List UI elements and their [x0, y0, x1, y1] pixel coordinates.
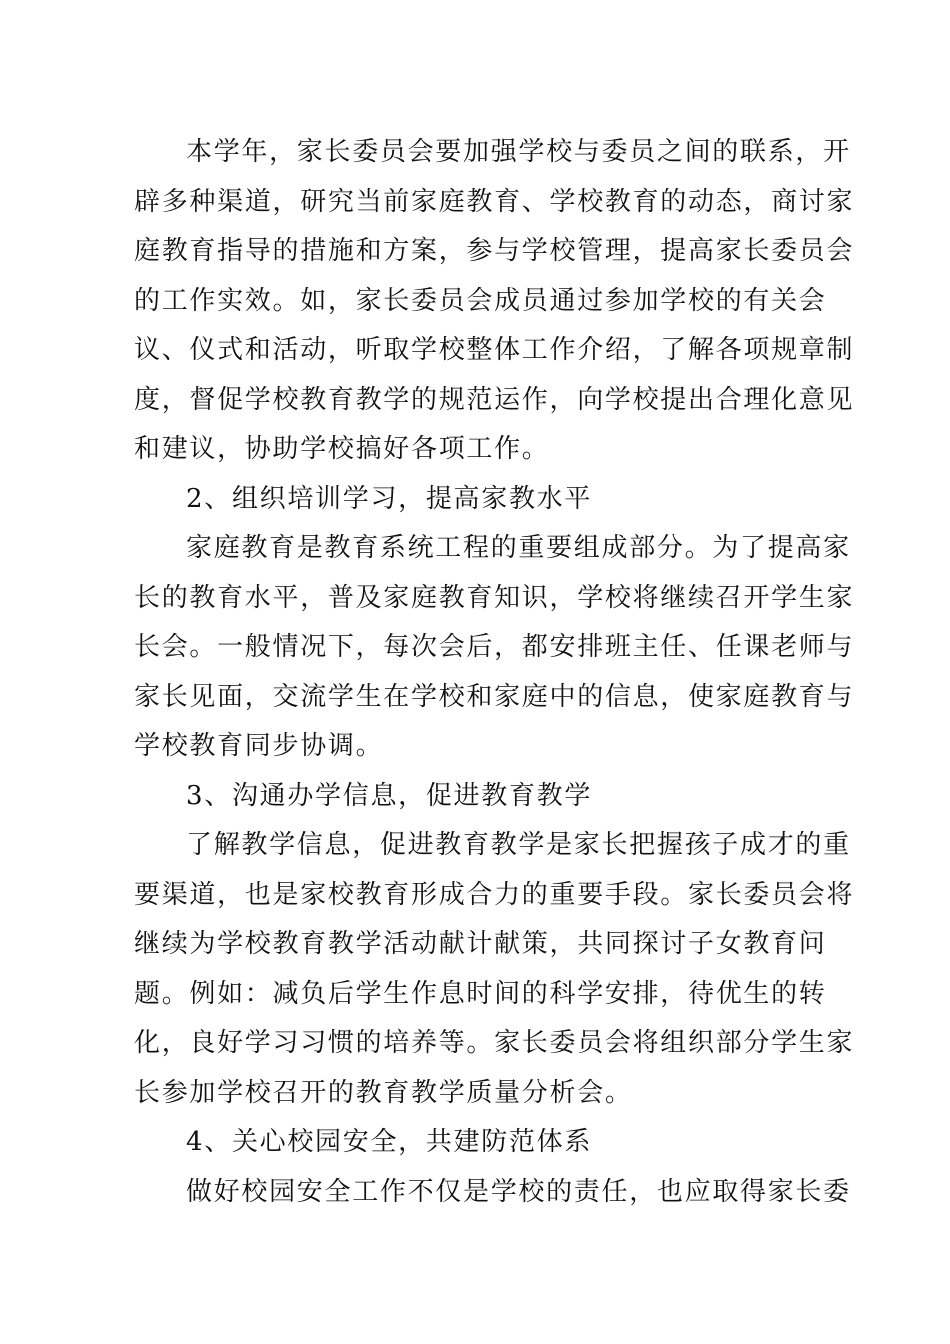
text-line: 辟多种渠道，研究当前家庭教育、学校教育的动态，商讨家: [134, 186, 855, 217]
section-heading: 4、关心校园安全，共建防范体系: [186, 1127, 593, 1157]
text-line: 本学年，家长委员会要加强学校与委员之间的联系，开: [186, 137, 851, 167]
text-line: 化，良好学习习惯的培养等。家长委员会将组织部分学生家: [134, 1028, 855, 1058]
text-line: 长参加学校召开的教育教学质量分析会。: [134, 1077, 633, 1108]
text-line: 和建议，协助学校搞好各项工作。: [134, 434, 550, 464]
document-body: [134, 128, 855, 1217]
text-line: 了解教学信息，促进教育教学是家长把握孩子成才的重: [186, 830, 851, 860]
text-line: 庭教育指导的措施和方案，参与学校管理，提高家长委员会: [134, 236, 855, 266]
section-heading: 3、沟通办学信息，促进教育教学: [186, 780, 593, 811]
text-line: 家庭教育是教育系统工程的重要组成部分。为了提高家: [186, 533, 851, 563]
text-line: 家长见面，交流学生在学校和家庭中的信息，使家庭教育与: [134, 681, 855, 712]
text-line: 长的教育水平，普及家庭教育知识，学校将继续召开学生家: [134, 582, 855, 613]
text-line: 做好校园安全工作不仅是学校的责任，也应取得家长委: [186, 1176, 851, 1207]
text-line: 题。例如：减负后学生作息时间的科学安排，待优生的转: [134, 978, 827, 1009]
text-line: 的工作实效。如，家长委员会成员通过参加学校的有关会: [134, 285, 827, 316]
text-line: 学校教育同步协调。: [134, 731, 384, 761]
text-line: 度，督促学校教育教学的规范运作，向学校提出合理化意见: [134, 384, 855, 415]
text-line: 议、仪式和活动，听取学校整体工作介绍，了解各项规章制: [134, 335, 855, 365]
section-heading: 2、组织培训学习，提高家教水平: [186, 483, 593, 514]
text-line: 继续为学校教育教学活动献计献策，共同探讨子女教育问: [134, 929, 827, 959]
text-line: 要渠道，也是家校教育形成合力的重要手段。家长委员会将: [134, 879, 855, 910]
text-line: 长会。一般情况下，每次会后，都安排班主任、任课老师与: [134, 632, 855, 662]
